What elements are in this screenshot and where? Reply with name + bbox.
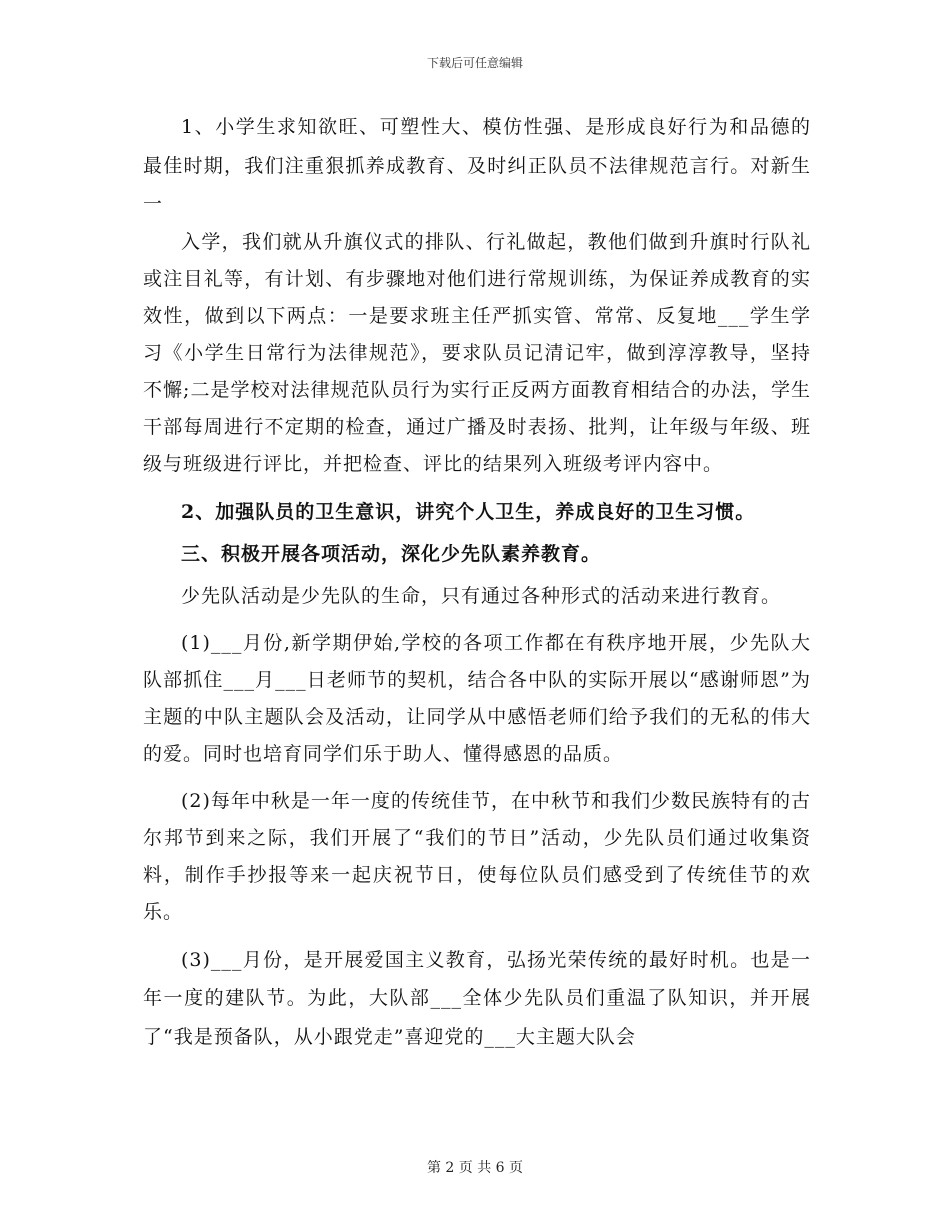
page-header-note: 下载后可任意编辑 <box>426 56 523 70</box>
paragraph-2: 入学，我们就从升旗仪式的排队、行礼做起，教他们做到升旗时行队礼或注目礼等，有计划、有步骤地对他们进行常规训练，为保证养成教育的实效性，做到以下两点：一是要求班主任严抓实管、常常、反复地___学生学习《小学生日常行为法律规范》，要求队员记清记牢，做到淳淳教导，坚持不懈;二是学校对法律规范队员行为实行正反两方面教育相结合的办法，学生干部每周进行不定期的检查，通过广播及时表扬、批判，让年级与年级、班级与班级进行评比，并把检查、评比的结果列入班级考评内容中。 <box>143 230 811 475</box>
paragraph-item-2: (2)每年中秋是一年一度的传统佳节，在中秋节和我们少数民族特有的古尔邦节到来之际，我们开展了“我们的节日”活动，少先队员们通过收集资料，制作手抄报等来一起庆祝节日，使每位队员们感受到了传统佳节的欢乐。 <box>143 789 811 923</box>
paragraph-item-3: (3)___月份，是开展爱国主义教育，弘扬光荣传统的最好时机。也是一年一度的建队节。为此，大队部___全体少先队员们重温了队知识，并开展了“我是预备队，从小跟党走”喜迎党的___大主题大队会 <box>143 948 811 1048</box>
paragraph-1: 1、小学生求知欲旺、可塑性大、模仿性强、是形成良好行为和品德的最佳时期，我们注重狠抓养成教育、及时纠正队员不法律规范言行。对新生一 <box>143 116 811 215</box>
paragraph-activities-intro: 少先队活动是少先队的生命，只有通过各种形式的活动来进行教育。 <box>181 584 782 607</box>
heading-section-three: 三、积极开展各项活动，深化少先队素养教育。 <box>181 543 602 565</box>
paragraph-item-1: (1)___月份,新学期伊始,学校的各项工作都在有秩序地开展，少先队大队部抓住___月___日老师节的契机，结合各中队的实际开展以“感谢师恩”为主题的中队主题队会及活动，让同学从中感悟老师们给予我们的无私的伟大的爱。同时也培育同学们乐于助人、懂得感恩的品质。 <box>143 631 811 765</box>
page-number: 第 2 页 共 6 页 <box>426 1160 524 1176</box>
document-body <box>143 108 811 1056</box>
heading-hygiene: 2、加强队员的卫生意识，讲究个人卫生，养成良好的卫生习惯。 <box>181 500 756 523</box>
